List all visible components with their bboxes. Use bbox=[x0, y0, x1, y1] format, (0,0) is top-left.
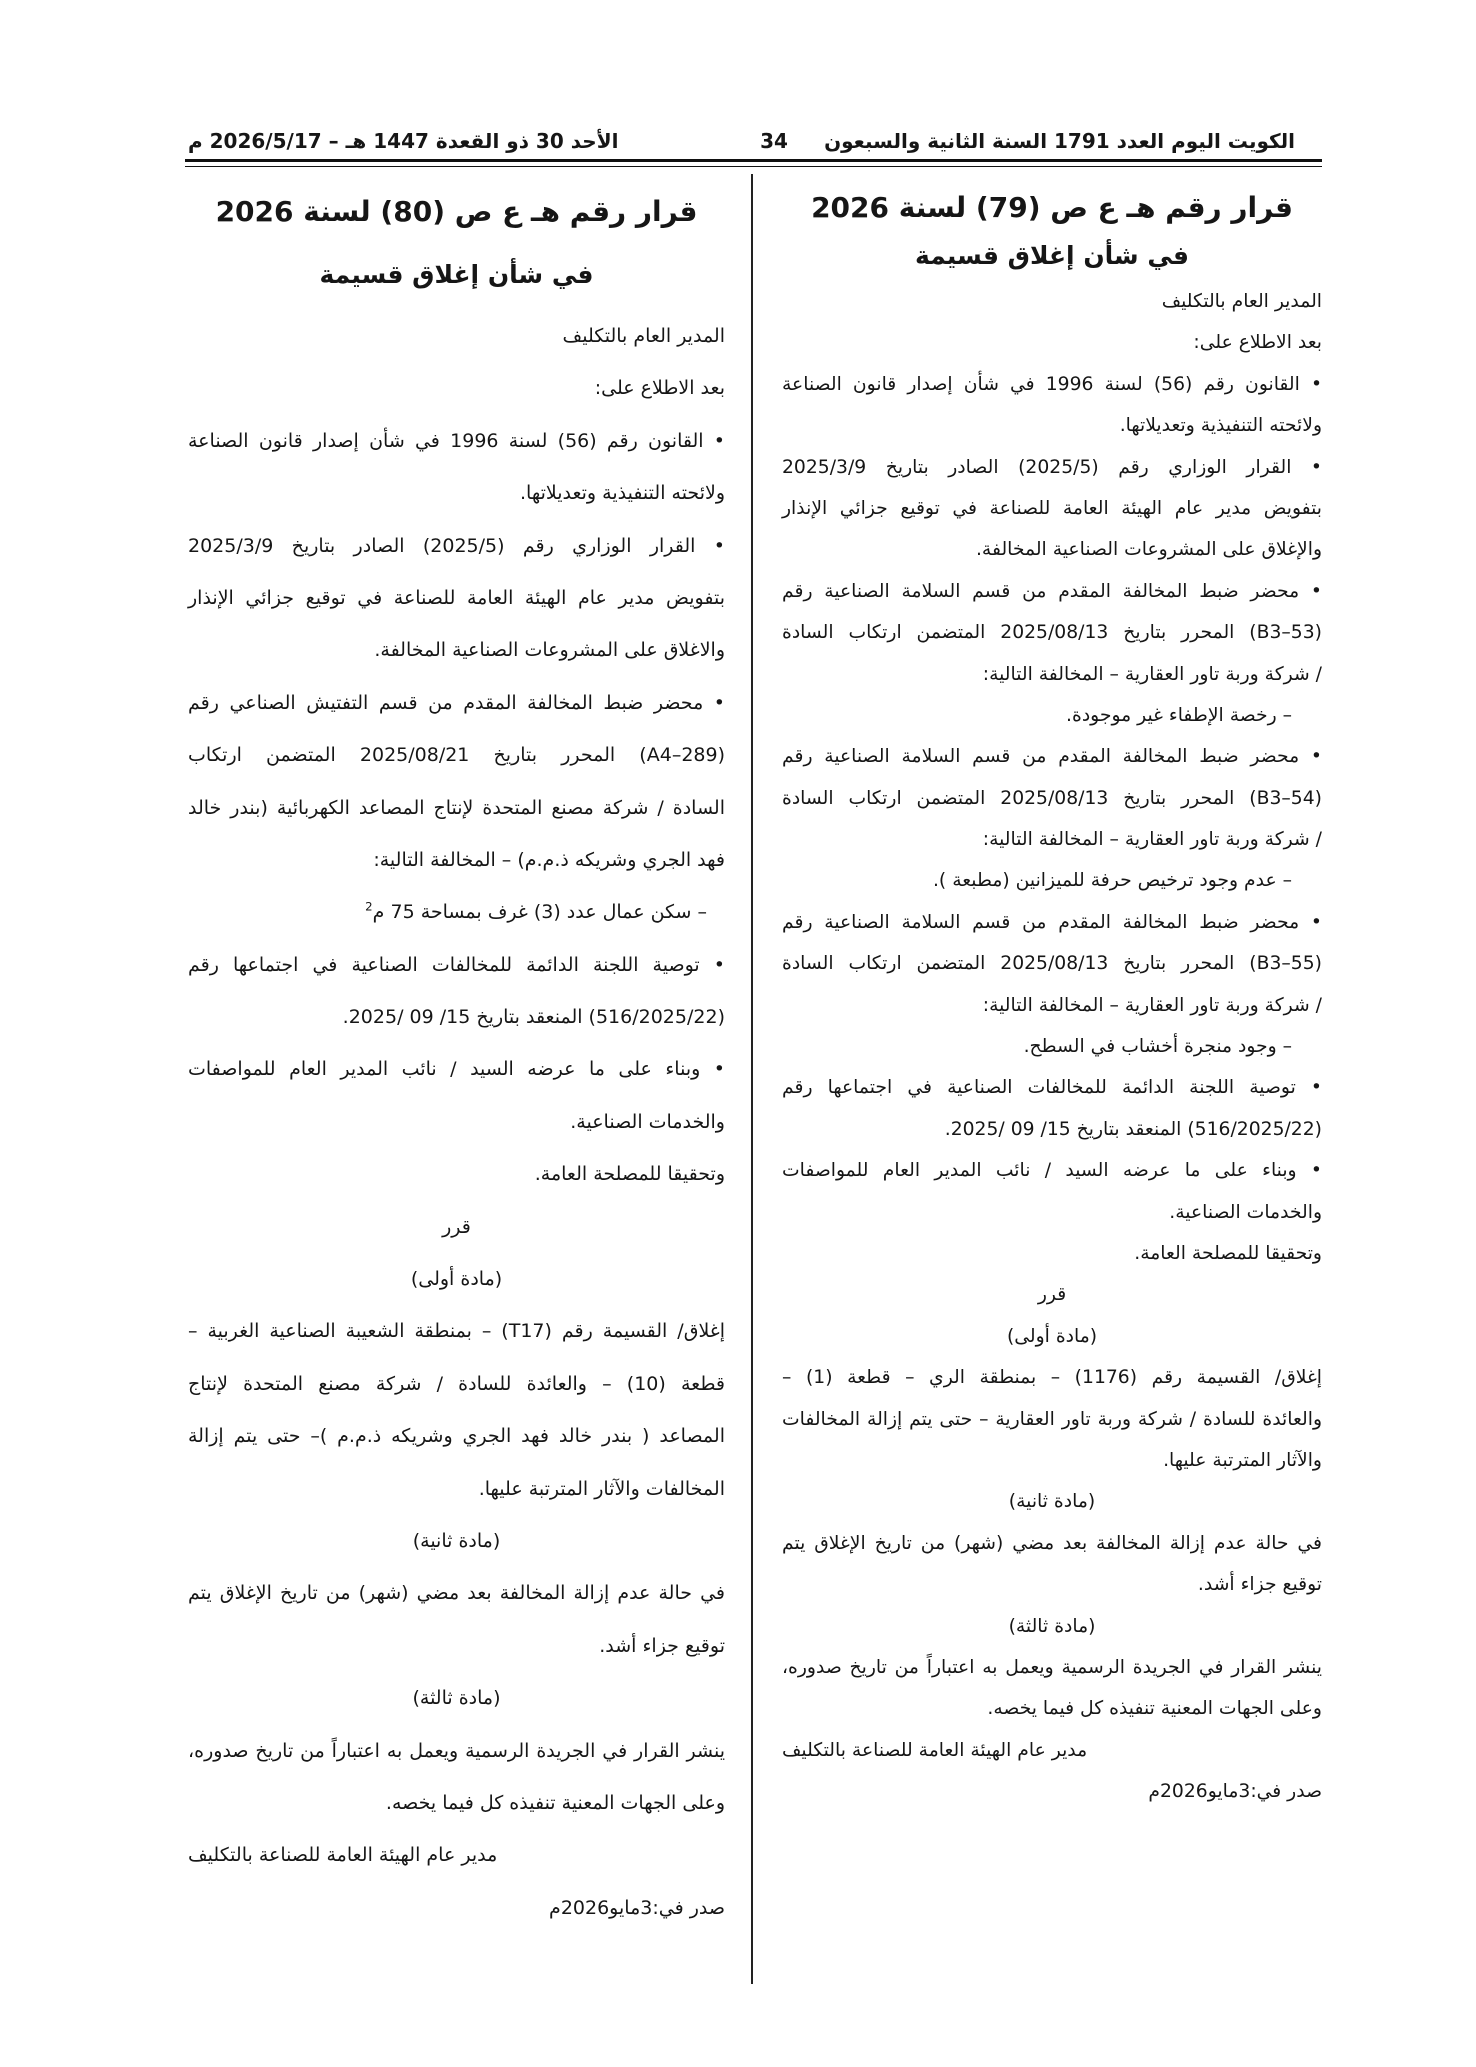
article-heading: (مادة أولى) bbox=[1006, 1325, 1098, 1347]
recital-line: • محضر ضبط المخالفة المقدم من قسم السلامة الصناعية رقم bbox=[782, 580, 1322, 602]
recital-line: والإغلاق على المشروعات الصناعية المخالفة. bbox=[975, 539, 1322, 561]
violation-line: – عدم وجود ترخيص حرفة للميزانين (مطبعة ). bbox=[932, 870, 1292, 892]
recital-line: • محضر ضبط المخالفة المقدم من قسم التفتيش الصناعي رقم bbox=[188, 691, 725, 714]
article-text-line: والآثار المترتبة عليها. bbox=[1163, 1449, 1322, 1471]
issue-date-line: صدر في:3مايو2026م bbox=[549, 1896, 725, 1919]
recital-line: فهد الجري وشريكه ذ.م.م) – المخالفة التالية: bbox=[373, 848, 725, 871]
article-heading: (مادة ثالثة) bbox=[1008, 1615, 1096, 1637]
article-heading: (مادة أولى) bbox=[410, 1268, 503, 1291]
header-rule bbox=[185, 159, 1322, 162]
recital-line: (B3–55) المحرر بتاريخ 2025/08/13 المتضمن ارتكاب السادة bbox=[782, 953, 1322, 975]
recital-line: • وبناء على ما عرضه السيد / نائب المدير العام للمواصفات bbox=[188, 1058, 725, 1081]
decision-subtitle: في شأن إغلاق قسيمة bbox=[915, 241, 1189, 270]
article-text-line: في حالة عدم إزالة المخالفة بعد مضي (شهر) من تاريخ الإغلاق يتم bbox=[782, 1532, 1322, 1554]
decision-79-column bbox=[782, 185, 1322, 1812]
article-text-line: ينشر القرار في الجريدة الرسمية ويعمل به اعتباراً من تاريخ صدوره، bbox=[782, 1656, 1322, 1678]
recital-line: والاغلاق على المشروعات الصناعية المخالفة. bbox=[374, 639, 725, 662]
column-divider bbox=[751, 174, 753, 1984]
recital-line: • محضر ضبط المخالفة المقدم من قسم السلامة الصناعية رقم bbox=[782, 746, 1322, 768]
public-interest-line: وتحقيقا للمصلحة العامة. bbox=[534, 1163, 725, 1186]
article-text-line: توقيع جزاء أشد. bbox=[599, 1634, 725, 1657]
recital-line: السادة / شركة مصنع المتحدة لإنتاج المصاعد الكهربائية (بندر خالد bbox=[188, 796, 725, 819]
recital-line: / شركة وربة تاور العقارية – المخالفة التالية: bbox=[982, 994, 1322, 1016]
decided-heading: قرر bbox=[1037, 1284, 1067, 1306]
recital-line: • محضر ضبط المخالفة المقدم من قسم السلامة الصناعية رقم bbox=[782, 911, 1322, 933]
recital-line: • توصية اللجنة الدائمة للمخالفات الصناعية في اجتماعها رقم bbox=[188, 953, 725, 976]
public-interest-line: وتحقيقا للمصلحة العامة. bbox=[1134, 1242, 1322, 1264]
decision-80-column bbox=[188, 185, 725, 1934]
issuer-line: المدير العام بالتكليف bbox=[1161, 291, 1322, 312]
header-rule bbox=[185, 166, 1322, 167]
recitals-intro: بعد الاطلاع على: bbox=[594, 377, 725, 400]
recital-line: (A4–289) المحرر بتاريخ 2025/08/21 المتضمن ارتكاب bbox=[188, 744, 726, 767]
violation-line: – رخصة الإطفاء غير موجودة. bbox=[1066, 704, 1292, 726]
article-text-line: إغلاق/ القسيمة رقم (1176) – بمنطقة الري – قطعة (1) – bbox=[782, 1367, 1322, 1389]
decision-title: قرار رقم هـ ع ص (79) لسنة 2026 bbox=[811, 191, 1293, 224]
header-issue-info: الكويت اليوم العدد 1791 السنة الثانية والسبعون bbox=[824, 129, 1295, 153]
issue-date-line: صدر في:3مايو2026م bbox=[1148, 1781, 1322, 1803]
recitals-intro: بعد الاطلاع على: bbox=[1193, 332, 1322, 354]
article-text-line: والعائدة للسادة / شركة وربة تاور العقارية – حتى يتم إزالة المخالفات bbox=[782, 1408, 1322, 1430]
article-text-line: وعلى الجهات المعنية تنفيذه كل فيما يخصه. bbox=[987, 1698, 1322, 1720]
issuer-line: المدير العام بالتكليف bbox=[562, 325, 725, 347]
article-text-line: وعلى الجهات المعنية تنفيذه كل فيما يخصه. bbox=[385, 1791, 725, 1814]
decided-heading: قرر bbox=[442, 1215, 471, 1238]
article-text-line: توقيع جزاء أشد. bbox=[1197, 1574, 1322, 1596]
recital-line: ولائحته التنفيذية وتعديلاتها. bbox=[520, 482, 725, 505]
article-heading: (مادة ثانية) bbox=[1008, 1491, 1096, 1513]
decision-subtitle: في شأن إغلاق قسيمة bbox=[319, 260, 594, 289]
recital-line: (B3–53) المحرر بتاريخ 2025/08/13 المتضمن ارتكاب السادة bbox=[782, 622, 1322, 644]
recital-line: (516/2025/22) المنعقد بتاريخ 15/ 09 /2025. bbox=[342, 1006, 725, 1029]
recital-line: / شركة وربة تاور العقارية – المخالفة التالية: bbox=[982, 829, 1322, 851]
article-text-line: المصاعد ( بندر خالد فهد الجري وشريكه ذ.م.م )– حتى يتم إزالة bbox=[188, 1425, 725, 1448]
recital-line: بتفويض مدير عام الهيئة العامة للصناعة في توقيع جزائي الإنذار bbox=[188, 586, 725, 609]
violation-text: – سكن عمال عدد (3) غرف بمساحة 75 م bbox=[372, 901, 707, 924]
violation-line bbox=[188, 886, 725, 938]
page-number: 34 bbox=[760, 129, 788, 153]
recital-line: • القرار الوزاري رقم (2025/5) الصادر بتاريخ 2025/3/9 bbox=[188, 534, 725, 557]
recital-line: • القانون رقم (56) لسنة 1996 في شأن إصدار قانون الصناعة bbox=[188, 429, 726, 452]
article-text-line: المخالفات والآثار المترتبة عليها. bbox=[478, 1477, 725, 1500]
recital-line: والخدمات الصناعية. bbox=[570, 1110, 725, 1133]
recital-line: / شركة وربة تاور العقارية – المخالفة التالية: bbox=[982, 663, 1322, 685]
article-text-line: قطعة (10) – والعائدة للسادة / شركة مصنع المتحدة لإنتاج bbox=[188, 1372, 725, 1395]
recital-line: (516/2025/22) المنعقد بتاريخ 15/ 09 /2025. bbox=[944, 1118, 1322, 1140]
article-heading: (مادة ثانية) bbox=[412, 1529, 501, 1552]
recital-line: • القرار الوزاري رقم (2025/5) الصادر بتاريخ 2025/3/9 bbox=[782, 456, 1322, 478]
recital-line: والخدمات الصناعية. bbox=[1169, 1201, 1322, 1223]
area-unit-superscript: 2 bbox=[365, 899, 373, 914]
recital-line: • القانون رقم (56) لسنة 1996 في شأن إصدار قانون الصناعة bbox=[782, 373, 1323, 395]
recital-line: بتفويض مدير عام الهيئة العامة للصناعة في توقيع جزائي الإنذار bbox=[782, 497, 1322, 519]
article-heading: (مادة ثالثة) bbox=[412, 1687, 501, 1710]
header-date: الأحد 30 ذو القعدة 1447 هـ – 2026/5/17 م bbox=[188, 129, 619, 153]
signature-line: مدير عام الهيئة العامة للصناعة بالتكليف bbox=[188, 1844, 498, 1867]
recital-line: • توصية اللجنة الدائمة للمخالفات الصناعية في اجتماعها رقم bbox=[782, 1077, 1322, 1099]
article-text-line: ينشر القرار في الجريدة الرسمية ويعمل به اعتباراً من تاريخ صدوره، bbox=[188, 1739, 725, 1762]
recital-line: • وبناء على ما عرضه السيد / نائب المدير العام للمواصفات bbox=[782, 1160, 1322, 1182]
signature-line: مدير عام الهيئة العامة للصناعة بالتكليف bbox=[782, 1739, 1088, 1761]
violation-line: – وجود منجرة أخشاب في السطح. bbox=[1023, 1036, 1292, 1058]
recital-line: (B3–54) المحرر بتاريخ 2025/08/13 المتضمن ارتكاب السادة bbox=[782, 787, 1322, 809]
article-text-line: إغلاق/ القسيمة رقم (T17) – بمنطقة الشعيبة الصناعية الغربية – bbox=[188, 1320, 725, 1343]
article-text-line: في حالة عدم إزالة المخالفة بعد مضي (شهر) من تاريخ الإغلاق يتم bbox=[188, 1582, 725, 1605]
recital-line: ولائحته التنفيذية وتعديلاتها. bbox=[1119, 415, 1322, 437]
decision-title: قرار رقم هـ ع ص (80) لسنة 2026 bbox=[215, 195, 698, 228]
